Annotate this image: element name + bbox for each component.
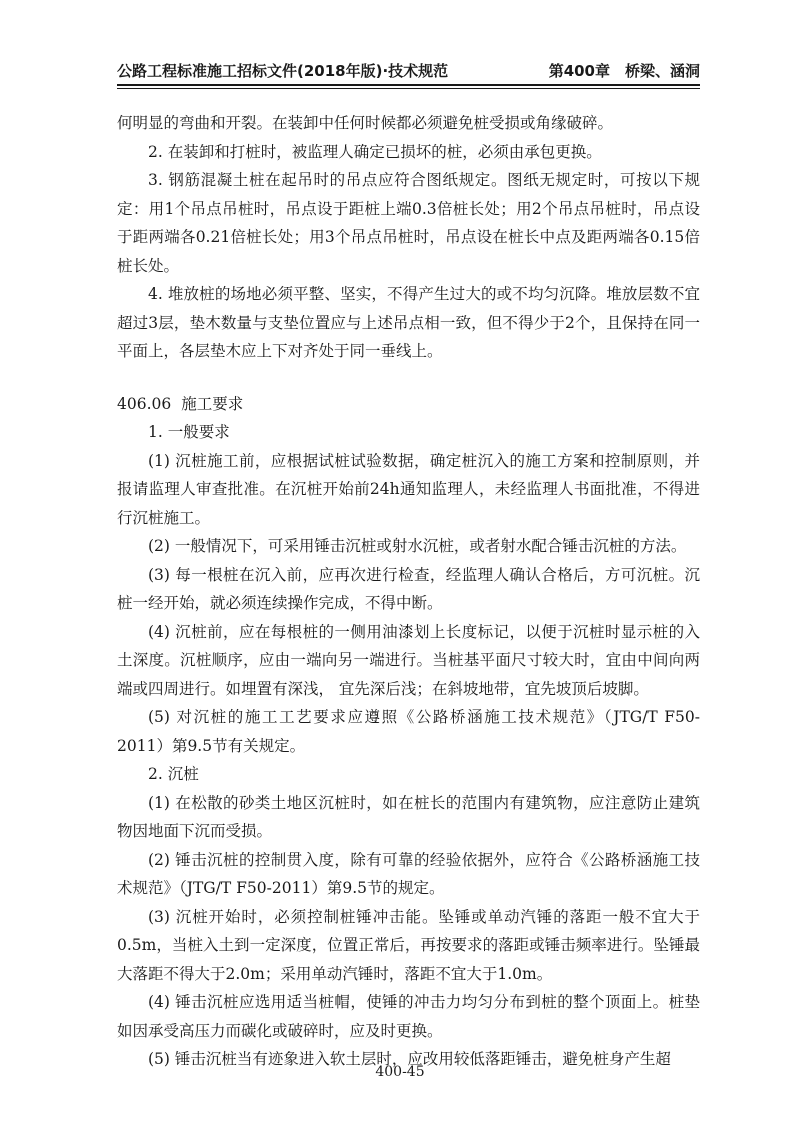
header-document-title: 公路工程标准施工招标文件(2018年版)·技术规范 bbox=[117, 62, 449, 80]
general-item-4: (4) 沉桩前，应在每根桩的一侧用油漆划上长度标记，以便于沉桩时显示桩的入土深度。沉桩顺序，应由一端向另一端进行。当桩基平面尺寸较大时，宜由中间向两端或四周进行。如埋置有深浅， 宜先深后浅；在斜坡地带，宜先坡顶后坡脚。 bbox=[117, 622, 700, 698]
subsection-heading-general: 1. 一般要求 bbox=[148, 423, 230, 441]
page-body bbox=[117, 109, 700, 1074]
general-item-2: (2) 一般情况下，可采用锤击沉桩或射水沉桩，或者射水配合锤击沉桩的方法。 bbox=[148, 537, 687, 555]
header-chapter-title: 第400章 桥梁、涵洞 bbox=[548, 62, 700, 80]
page-number: 400-45 bbox=[375, 1064, 425, 1080]
piling-item-2: (2) 锤击沉桩的控制贯入度，除有可靠的经验依据外，应符合《公路桥涵施工技术规范》（JTG/T F50-2011）第9.5节的规定。 bbox=[117, 850, 700, 897]
paragraph-continued: 何明显的弯曲和开裂。在装卸中任何时候都必须避免桩受损或角缘破碎。 bbox=[117, 114, 614, 132]
subsection-heading-piling: 2. 沉桩 bbox=[148, 765, 199, 783]
section-title: 施工要求 bbox=[181, 394, 244, 413]
general-item-1: (1) 沉桩施工前，应根据试桩试验数据，确定桩沉入的施工方案和控制原则，并报请监理人审查批准。在沉桩开始前24h通知监理人，未经监理人书面批准，不得进行沉桩施工。 bbox=[117, 451, 700, 527]
piling-item-5: (5) 锤击沉桩当有迹象进入软土层时，应改用较低落距锤击，避免桩身产生超 bbox=[148, 1050, 671, 1068]
piling-item-1: (1) 在松散的砂类土地区沉桩时，如在桩长的范围内有建筑物，应注意防止建筑物因地面下沉而受损。 bbox=[117, 793, 700, 840]
header-rule-thin bbox=[117, 88, 700, 89]
paragraph-item-2: 2. 在装卸和打桩时，被监理人确定已损坏的桩，必须由承包更换。 bbox=[148, 142, 602, 161]
page-header bbox=[117, 56, 700, 86]
paragraph-item-3: 3. 钢筋混凝土桩在起吊时的吊点应符合图纸规定。图纸无规定时，可按以下规定：用1个吊点吊桩时，吊点设于距桩上端0.3倍桩长处；用2个吊点吊桩时，吊点设于距两端各0.21倍桩长处；用3个吊点吊桩时，吊点设在桩长中点及距两端各0.15倍桩长处。 bbox=[117, 171, 700, 275]
general-item-5: (5) 对沉桩的施工工艺要求应遵照《公路桥涵施工技术规范》（JTG/T F50-2011）第9.5节有关规定。 bbox=[117, 708, 700, 755]
piling-item-3: (3) 沉桩开始时，必须控制桩锤冲击能。坠锤或单动汽锤的落距一般不宜大于0.5m，当桩入土到一定深度，位置正常后，再按要求的落距或锤击频率进行。坠锤最大落距不得大于2.0m；采用单动汽锤时，落距不宜大于1.0m。 bbox=[117, 907, 700, 983]
piling-item-4: (4) 锤击沉桩应选用适当桩帽，使锤的冲击力均匀分布到桩的整个顶面上。桩垫如因承受高压力而碳化或破碎时，应及时更换。 bbox=[117, 993, 700, 1040]
header-rule bbox=[117, 84, 700, 86]
paragraph-item-4: 4. 堆放桩的场地必须平整、坚实，不得产生过大的或不均匀沉降。堆放层数不宜超过3层，垫木数量与支垫位置应与上述吊点相一致，但不得少于2个，且保持在同一平面上，各层垫木应上下对齐处于同一垂线上。 bbox=[117, 285, 700, 360]
section-number: 406.06 bbox=[117, 394, 172, 413]
section-heading bbox=[117, 390, 700, 419]
general-item-3: (3) 每一根桩在沉入前，应再次进行检查，经监理人确认合格后，方可沉桩。沉桩一经开始，就必须连续操作完成，不得中断。 bbox=[117, 565, 700, 612]
